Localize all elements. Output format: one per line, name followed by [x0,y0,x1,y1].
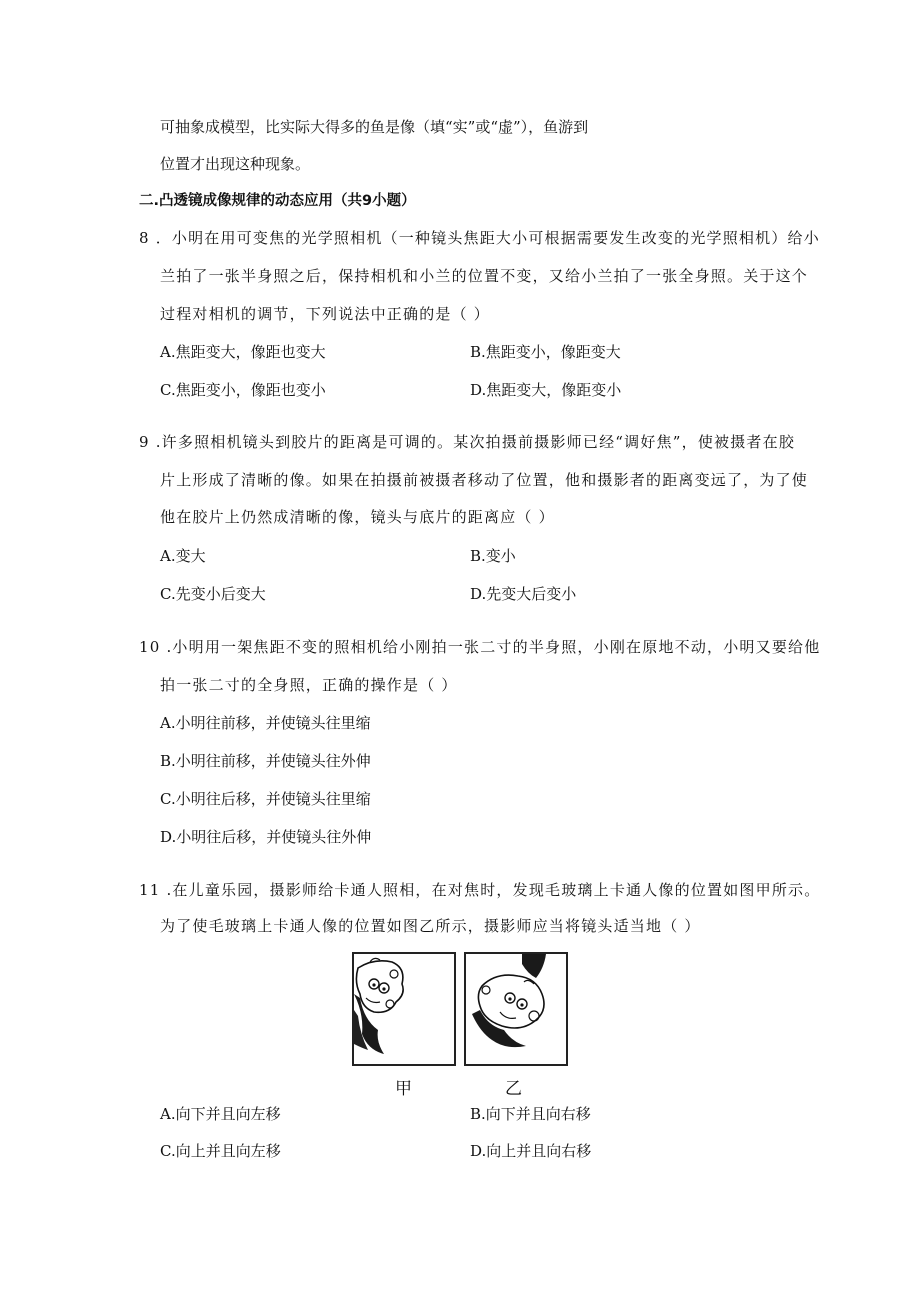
question-text: 他在胶片上仍然成清晰的像，镜头与底片的距离应（ ） [160,508,555,526]
option-c[interactable]: C.向上并且向左移 [160,1142,281,1160]
question-text: 10 .小明用一架焦距不变的照相机给小刚拍一张二寸的半身照，小刚在原地不动，小明又要给他 [139,638,821,656]
option-d[interactable]: D.小明往后移，并使镜头往外伸 [160,828,372,846]
question-text: 拍一张二寸的全身照，正确的操作是（ ） [160,676,458,694]
section-title: 二.凸透镜成像规律的动态应用（共9小题） [139,193,416,209]
question-text: 片上形成了清晰的像。如果在拍摄前被摄者移动了位置，他和摄影者的距离变远了，为了使 [160,471,809,489]
option-c[interactable]: C.先变小后变大 [160,585,266,603]
intro-line-1: 可抽象成模型，比实际大得多的鱼是像（填“实”或“虚”），鱼游到 [160,118,589,136]
figure-label-yi: 乙 [505,1079,522,1099]
option-a[interactable]: A.焦距变大，像距也变大 [160,343,326,361]
cartoon-figure-jia [354,954,454,1064]
option-a[interactable]: A.向下并且向左移 [160,1105,281,1123]
option-d[interactable]: D.焦距变大，像距变小 [470,381,622,399]
question-text: 过程对相机的调节，下列说法中正确的是（ ） [160,305,490,323]
intro-line-2: 位置才出现这种现象。 [160,155,311,173]
option-d[interactable]: D.先变大后变小 [470,585,577,603]
option-b[interactable]: B.变小 [470,547,516,565]
option-a[interactable]: A.小明往前移，并使镜头往里缩 [160,714,371,732]
option-c[interactable]: C.焦距变小，像距也变小 [160,381,326,399]
cartoon-figure-yi [466,954,566,1064]
question-text: 8 ．小明在用可变焦的光学照相机（一种镜头焦距大小可根据需要发生改变的光学照相机）给小 [139,229,820,247]
option-a[interactable]: A.变大 [160,547,206,565]
option-d[interactable]: D.向上并且向右移 [470,1142,592,1160]
question-text: 9 .许多照相机镜头到胶片的距离是可调的。某次拍摄前摄影师已经“调好焦”，使被摄者在胶 [139,433,796,451]
option-b[interactable]: B.向下并且向右移 [470,1105,591,1123]
option-b[interactable]: B.小明往前移，并使镜头往外伸 [160,752,371,770]
question-text: 为了使毛玻璃上卡通人像的位置如图乙所示，摄影师应当将镜头适当地（ ） [160,917,701,935]
option-c[interactable]: C.小明往后移，并使镜头往里缩 [160,790,371,808]
question-text: 11 .在儿童乐园，摄影师给卡通人照相，在对焦时，发现毛玻璃上卡通人像的位置如图甲所示。 [139,881,821,899]
figure-label-jia: 甲 [395,1079,412,1099]
option-b[interactable]: B.焦距变小，像距变大 [470,343,621,361]
question-text: 兰拍了一张半身照之后，保持相机和小兰的位置不变，又给小兰拍了一张全身照。关于这个 [160,267,809,285]
figure-jia [352,952,456,1066]
figure-yi [464,952,568,1066]
